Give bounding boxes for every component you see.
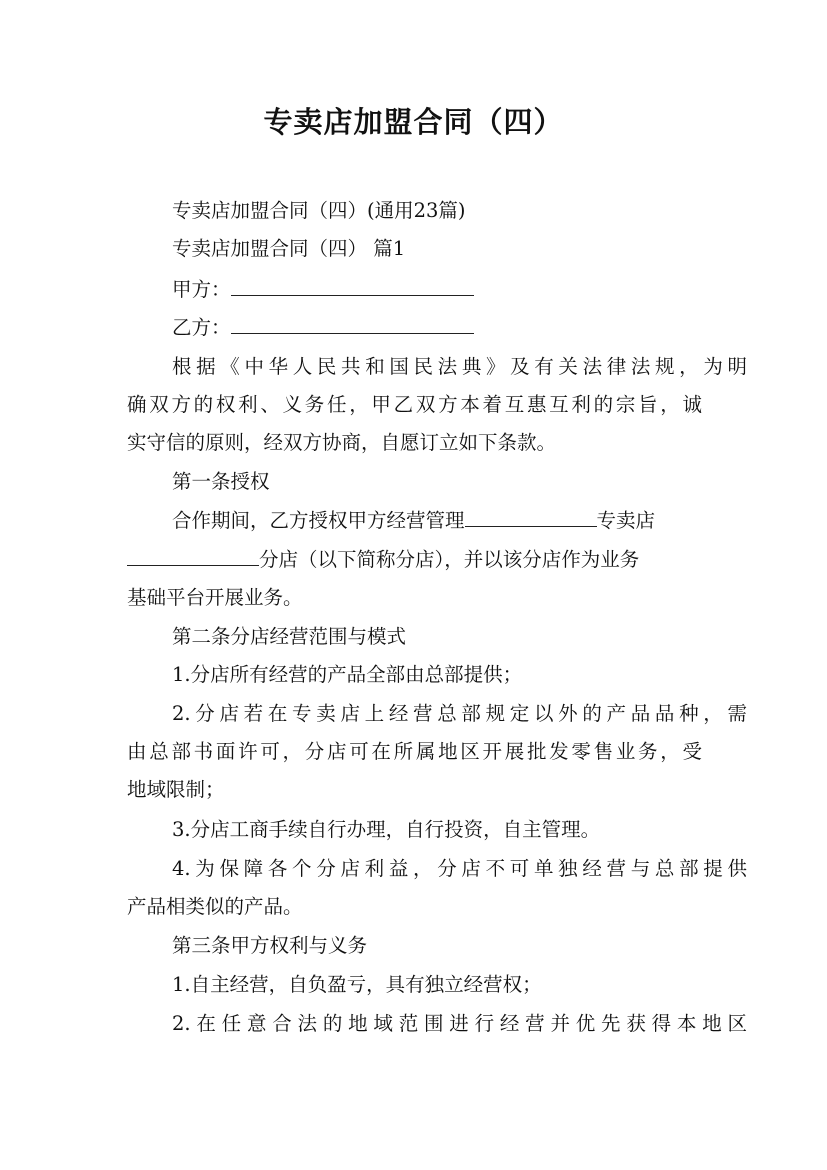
party-b-blank <box>231 313 474 334</box>
article-1-line-3: 基础平台开展业务。 <box>127 586 303 609</box>
article-3-item-2: 2.在任意合法的地域范围进行经营并优先获得本地区 <box>172 1012 747 1035</box>
article-1-text-b: 专卖店 <box>596 509 656 532</box>
article-1-heading: 第一条授权 <box>172 470 270 493</box>
article-2-item-2-line-2: 由总部书面许可，分店可在所属地区开展批发零售业务，受 <box>127 740 702 763</box>
party-a-blank <box>231 275 474 296</box>
article-2-heading: 第二条分店经营范围与模式 <box>172 625 407 648</box>
article-2-item-3: 3.分店工商手续自行办理，自行投资，自主管理。 <box>172 818 601 841</box>
article-2-item-2-line-1: 2.分店若在专卖店上经营总部规定以外的产品品种，需 <box>172 702 747 725</box>
article-1-text-a: 合作期间，乙方授权甲方经营管理 <box>172 509 465 532</box>
article-1-line-2 <box>127 545 702 575</box>
article-2-item-4-line-2: 产品相类似的产品。 <box>127 895 303 918</box>
document-subtitle: 专卖店加盟合同（四）(通用23篇) <box>172 199 466 222</box>
article-1-text-c: 分店（以下简称分店），并以该分店作为业务 <box>259 548 640 571</box>
intro-line-1: 根据《中华人民共和国民法典》及有关法律法规，为明 <box>172 355 747 378</box>
section-heading: 专卖店加盟合同（四） 篇1 <box>172 237 406 260</box>
article-3-item-1: 1.自主经营，自负盈亏，具有独立经营权； <box>172 973 542 996</box>
party-b-label: 乙方： <box>172 316 231 339</box>
article-1-line-1 <box>127 506 747 536</box>
article-2-item-2-line-3: 地域限制； <box>127 778 225 801</box>
party-a-label: 甲方： <box>172 278 231 301</box>
shop-name-blank <box>465 506 597 527</box>
article-2-item-4-line-1: 4.为保障各个分店利益，分店不可单独经营与总部提供 <box>172 857 747 880</box>
party-b-line <box>127 313 747 343</box>
document-title: 专卖店加盟合同（四） <box>263 105 564 139</box>
party-a-line <box>127 275 747 305</box>
intro-line-2: 确双方的权利、义务任，甲乙双方本着互惠互利的宗旨，诚 <box>127 393 702 416</box>
intro-line-3: 实守信的原则，经双方协商，自愿订立如下条款。 <box>127 431 557 454</box>
article-3-heading: 第三条甲方权利与义务 <box>172 934 368 957</box>
branch-name-blank <box>127 545 259 566</box>
article-2-item-1: 1.分店所有经营的产品全部由总部提供； <box>172 663 523 686</box>
